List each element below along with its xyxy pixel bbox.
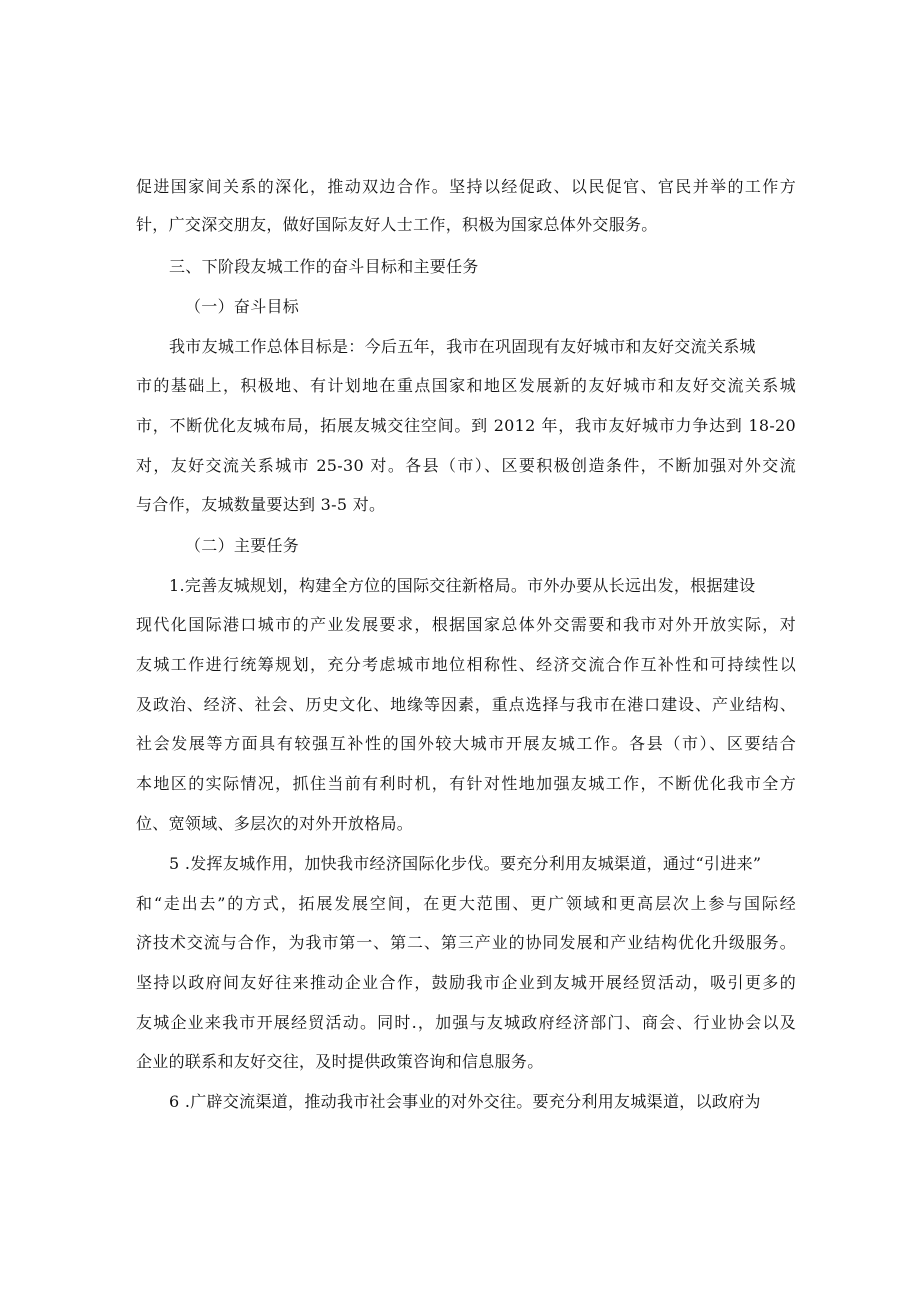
subsection-heading: （一）奋斗目标 — [185, 297, 300, 316]
paragraph-line: 及政治、经济、社会、历史文化、地缘等因素，重点选择与我市在港口建设、产业结构、 — [136, 695, 796, 714]
paragraph-line: 市，不断优化友城布局，拓展友城交往空间。到 2012 年，我市友好城市力争达到 18-20 — [136, 416, 796, 435]
paragraph-line: 现代化国际港口城市的产业发展要求，根据国家总体外交需要和我市对外开放实际，对 — [136, 615, 796, 634]
paragraph-line: 我市友城工作总体目标是：今后五年，我市在巩固现有友好城市和友好交流关系城 — [169, 337, 756, 356]
paragraph-line: 位、宽领域、多层次的对外开放格局。 — [136, 814, 414, 833]
paragraph-line: 对，友好交流关系城市 25-30 对。各县（市）、区要积极创造条件，不断加强对外交流 — [136, 456, 796, 475]
paragraph-line: 促进国家间关系的深化，推动双边合作。坚持以经促政、以民促官、官民并举的工作方 — [136, 177, 796, 196]
paragraph-line: 和“走出去”的方式，拓展发展空间，在更大范围、更广领域和更高层次上参与国际经 — [136, 894, 796, 913]
paragraph-line: 市的基础上，积极地、有计划地在重点国家和地区发展新的友好城市和友好交流关系城 — [136, 376, 796, 395]
paragraph-line: 1.完善友城规划，构建全方位的国际交往新格局。市外办要从长远出发，根据建设 — [169, 576, 756, 595]
paragraph-line: 针，广交深交朋友，做好国际友好人士工作，积极为国家总体外交服务。 — [136, 215, 658, 234]
paragraph-line: 友城企业来我市开展经贸活动。同时.，加强与友城政府经济部门、商会、行业协会以及 — [136, 1013, 796, 1032]
paragraph-line: 济技术交流与合作，为我市第一、第二、第三产业的协同发展和产业结构优化升级服务。 — [136, 933, 796, 952]
subsection-heading: （二）主要任务 — [185, 536, 300, 555]
paragraph-line: 友城工作进行统筹规划，充分考虑城市地位相称性、经济交流合作互补性和可持续性以 — [136, 655, 796, 674]
paragraph-line: 6 .广辟交流渠道，推动我市社会事业的对外交往。要充分利用友城渠道，以政府为 — [169, 1092, 761, 1111]
paragraph-line: 坚持以政府间友好往来推动企业合作，鼓励我市企业到友城开展经贸活动，吸引更多的 — [136, 973, 796, 992]
paragraph-line: 本地区的实际情况，抓住当前有利时机，有针对性地加强友城工作，不断优化我市全方 — [136, 774, 796, 793]
paragraph-line: 5 .发挥友城作用，加快我市经济国际化步伐。要充分利用友城渠道，通过“引进来” — [169, 854, 762, 873]
section-heading: 三、下阶段友城工作的奋斗目标和主要任务 — [169, 257, 479, 276]
paragraph-line: 企业的联系和友好交往，及时提供政策咨询和信息服务。 — [136, 1052, 544, 1071]
paragraph-line: 社会发展等方面具有较强互补性的国外较大城市开展友城工作。各县（市）、区要结合 — [136, 734, 796, 753]
paragraph-line: 与合作，友城数量要达到 3-5 对。 — [136, 495, 386, 514]
